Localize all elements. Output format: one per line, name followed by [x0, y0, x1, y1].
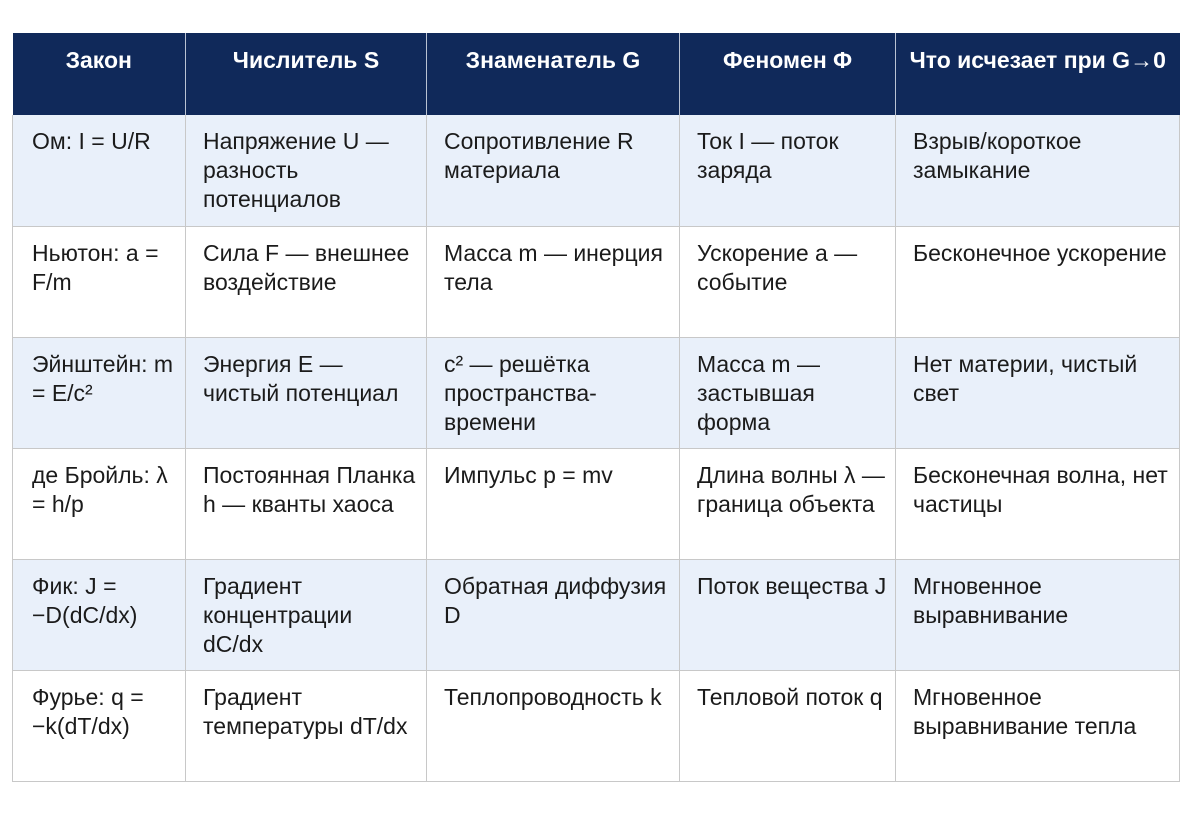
cell-phenomenon: Масса m — застывшая форма	[680, 337, 896, 448]
header-denominator: Знаменатель G	[427, 33, 680, 115]
header-row	[13, 33, 1180, 115]
cell-vanishes: Мгновенное выравнивание тепла	[896, 670, 1180, 781]
table-row	[13, 559, 1180, 670]
cell-vanishes: Бесконечная волна, нет частицы	[896, 448, 1180, 559]
cell-vanishes: Бесконечное ускорение	[896, 226, 1180, 337]
header-numerator: Числитель S	[186, 33, 427, 115]
cell-law: де Бройль: λ = h/p	[13, 448, 186, 559]
cell-phenomenon: Тепловой поток q	[680, 670, 896, 781]
laws-table	[12, 33, 1180, 782]
cell-denominator: Теплопроводность k	[427, 670, 680, 781]
cell-vanishes: Нет материи, чистый свет	[896, 337, 1180, 448]
cell-numerator: Энергия E — чистый потенциал	[186, 337, 427, 448]
table-row	[13, 337, 1180, 448]
cell-phenomenon: Ток I — поток заряда	[680, 115, 896, 226]
cell-law: Фик: J = −D(dC/dx)	[13, 559, 186, 670]
header-phenomenon: Феномен Φ	[680, 33, 896, 115]
cell-denominator: c² — решётка пространства-времени	[427, 337, 680, 448]
cell-phenomenon: Длина волны λ — граница объекта	[680, 448, 896, 559]
cell-law: Эйнштейн: m = E/c²	[13, 337, 186, 448]
cell-denominator: Сопротивление R материала	[427, 115, 680, 226]
cell-law: Ньютон: a = F/m	[13, 226, 186, 337]
cell-numerator: Напряжение U — разность потенциалов	[186, 115, 427, 226]
header-law: Закон	[13, 33, 186, 115]
cell-phenomenon: Ускорение a — событие	[680, 226, 896, 337]
cell-numerator: Постоянная Планка h — кванты хаоса	[186, 448, 427, 559]
table-row	[13, 226, 1180, 337]
cell-numerator: Градиент концентрации dC/dx	[186, 559, 427, 670]
cell-numerator: Сила F — внешнее воздействие	[186, 226, 427, 337]
header-vanishes: Что исчезает при G→0	[896, 33, 1180, 115]
cell-denominator: Обратная диффузия D	[427, 559, 680, 670]
table-body	[13, 115, 1180, 781]
cell-denominator: Импульс p = mv	[427, 448, 680, 559]
table-row	[13, 115, 1180, 226]
cell-vanishes: Взрыв/короткое замыкание	[896, 115, 1180, 226]
cell-denominator: Масса m — инерция тела	[427, 226, 680, 337]
cell-numerator: Градиент температуры dT/dx	[186, 670, 427, 781]
table-header	[13, 33, 1180, 115]
table-row	[13, 448, 1180, 559]
table-row	[13, 670, 1180, 781]
cell-law: Ом: I = U/R	[13, 115, 186, 226]
cell-vanishes: Мгновенное выравнивание	[896, 559, 1180, 670]
cell-phenomenon: Поток вещества J	[680, 559, 896, 670]
cell-law: Фурье: q = −k(dT/dx)	[13, 670, 186, 781]
